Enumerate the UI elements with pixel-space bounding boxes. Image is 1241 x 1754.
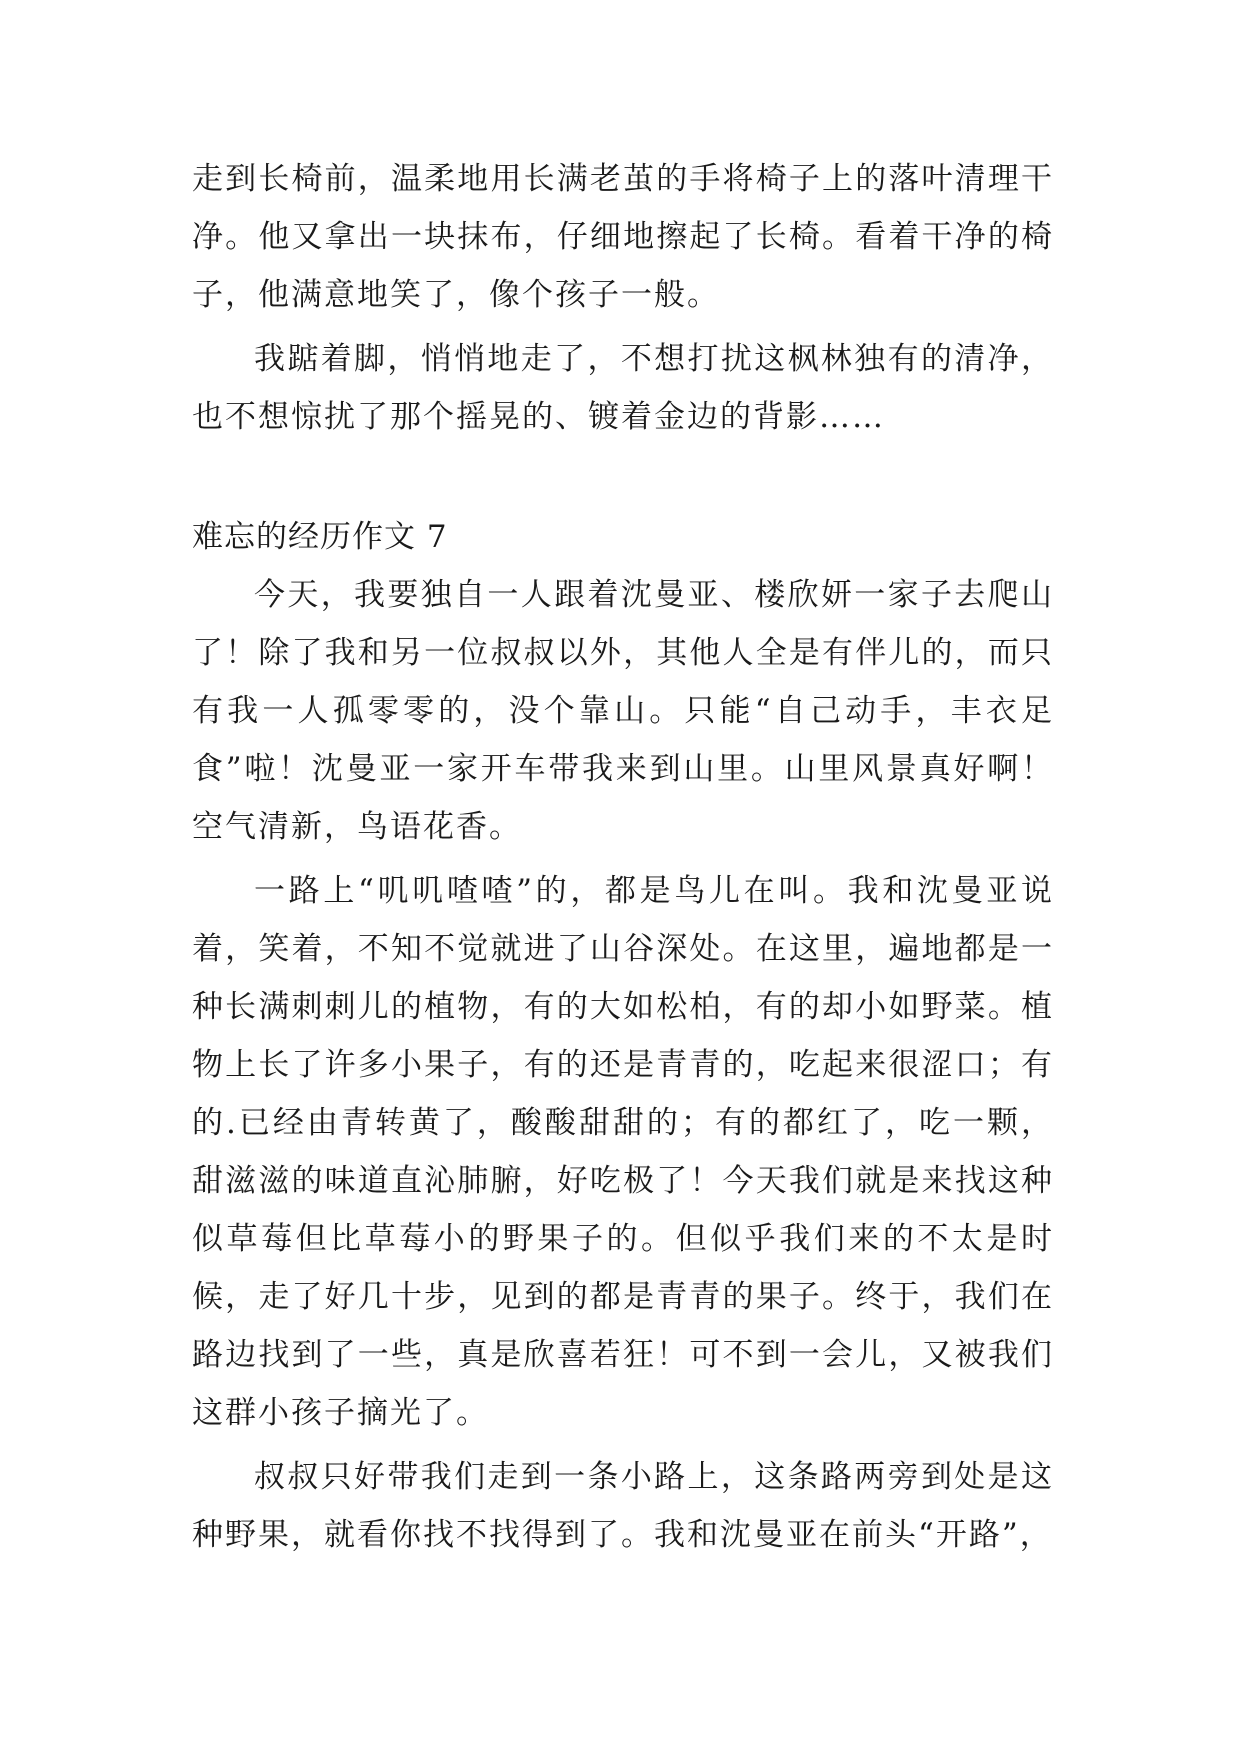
section-title: 难忘的经历作文 7 [192,519,448,555]
paragraph-small-path: 叔叔只好带我们走到一条小路上，这条路两旁到处是这种野果，就看你找不找得到了。我和沈曼亚在前头“开路”， [192,1459,1054,1553]
paragraph-mountain-trip: 今天，我要独自一人跟着沈曼亚、楼欣妍一家子去爬山了！除了我和另一位叔叔以外，其他人全是有伴儿的，而只有我一人孤零零的，没个靠山。只能“自己动手，丰衣足食”啦！沈曼亚一家开车带我来到山里。山里风景真好啊！空气清新，鸟语花香。 [192,577,1054,845]
paragraph-fallen-leaves: 走到长椅前，温柔地用长满老茧的手将椅子上的落叶清理干净。他又拿出一块抹布，仔细地擦起了长椅。看着干净的椅子，他满意地笑了，像个孩子一般。 [192,161,1054,313]
paragraph-tiptoe-leave: 我踮着脚，悄悄地走了，不想打扰这枫林独有的清净，也不想惊扰了那个摇晃的、镀着金边的背影…… [192,341,1054,435]
document-page [192,150,1054,1564]
paragraph-wild-berries: 一路上“叽叽喳喳”的，都是鸟儿在叫。我和沈曼亚说着，笑着，不知不觉就进了山谷深处。在这里，遍地都是一种长满刺刺儿的植物，有的大如松柏，有的却小如野菜。植物上长了许多小果子，有的还是青青的，吃起来很涩口；有的.已经由青转黄了，酸酸甜甜的；有的都红了，吃一颗，甜滋滋的味道直沁肺腑，好吃极了！今天我们就是来找这种似草莓但比草莓小的野果子的。但似乎我们来的不太是时候，走了好几十步，见到的都是青青的果子。终于，我们在路边找到了一些，真是欣喜若狂！可不到一会儿，又被我们这群小孩子摘光了。 [192,873,1054,1431]
